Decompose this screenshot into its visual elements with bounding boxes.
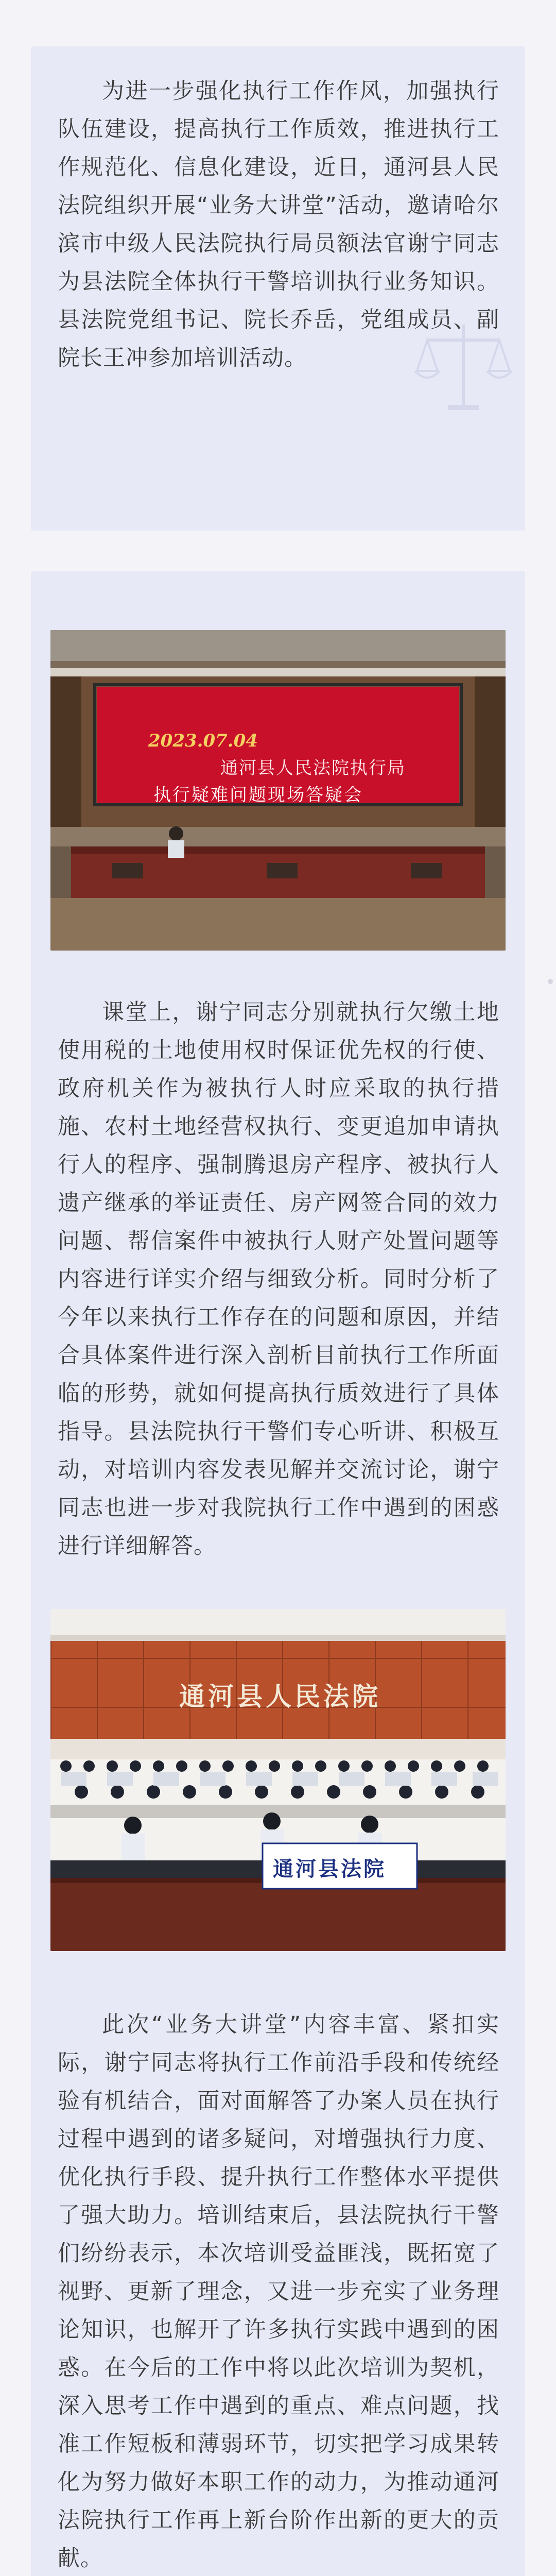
screen-title: 通河县人民法院执行局 — [220, 758, 406, 778]
article-paragraph: 课堂上，谢宁同志分别就执行欠缴土地使用税的土地使用权时保证优先权的行使、政府机关作为被执行人时应采取的执行措施、农村土地经营权执行、变更追加申请执行人的程序、强制腾退房产程序、被执行人遗产继承的举证责任、房产网签合同的效力问题、帮信案件中被执行人财产处置问题等内容进行详实介绍与细致分析。同时分析了今年以来执行工作存在的问题和原因，并结合具体案件进行深入剖析目前执行工作所面临的形势，就如何提高执行质效进行了具体指导。县法院执行干警们专心听讲、积极互动，对培训内容发表见解并交流讨论，谢宁同志也进一步对我院执行工作中遇到的困惑进行详细解答。 — [58, 999, 499, 1559]
table-sign: 通河县法院 — [273, 1857, 386, 1881]
conference-room-photo — [50, 1609, 506, 1951]
content-card — [31, 571, 525, 2576]
article-paragraph: 为进一步强化执行工作作风，加强执行队伍建设，提高执行工作质效，推进执行工作规范化、信息化建设，近日，通河县人民法院组织开展“业务大讲堂”活动，邀请哈尔滨市中级人民法院执行局员额法官谢宁同志为县法院全体执行干警培训执行业务知识。县法院党组书记、院长乔岳，党组成员、副院长王冲参加培训活动。 — [58, 78, 499, 371]
wall-sign: 通河县人民法院 — [179, 1681, 381, 1711]
intro-card — [31, 46, 525, 531]
screen-subtitle: 执行疑难问题现场答疑会 — [153, 785, 363, 805]
scroll-indicator — [548, 979, 553, 984]
article-paragraph: 此次“业务大讲堂”内容丰富、紧扣实际，谢宁同志将执行工作前沿手段和传统经验有机结合，面对面解答了办案人员在执行过程中遇到的诸多疑问，对增强执行力度、优化执行手段、提升执行工作整体水平提供了强大助力。培训结束后，县法院执行干警们纷纷表示，本次培训受益匪浅，既拓宽了视野、更新了理念，又进一步充实了业务理论知识，也解开了许多执行实践中遇到的困惑。在今后的工作中将以此次培训为契机，深入思考工作中遇到的重点、难点问题，找准工作短板和薄弱环节，切实把学习成果转化为努力做好本职工作的动力，为推动通河法院执行工作再上新台阶作出新的更大的贡献。 — [58, 2012, 499, 2571]
screen-date: 2023.07.04 — [148, 731, 258, 751]
training-session-photo — [50, 630, 506, 951]
